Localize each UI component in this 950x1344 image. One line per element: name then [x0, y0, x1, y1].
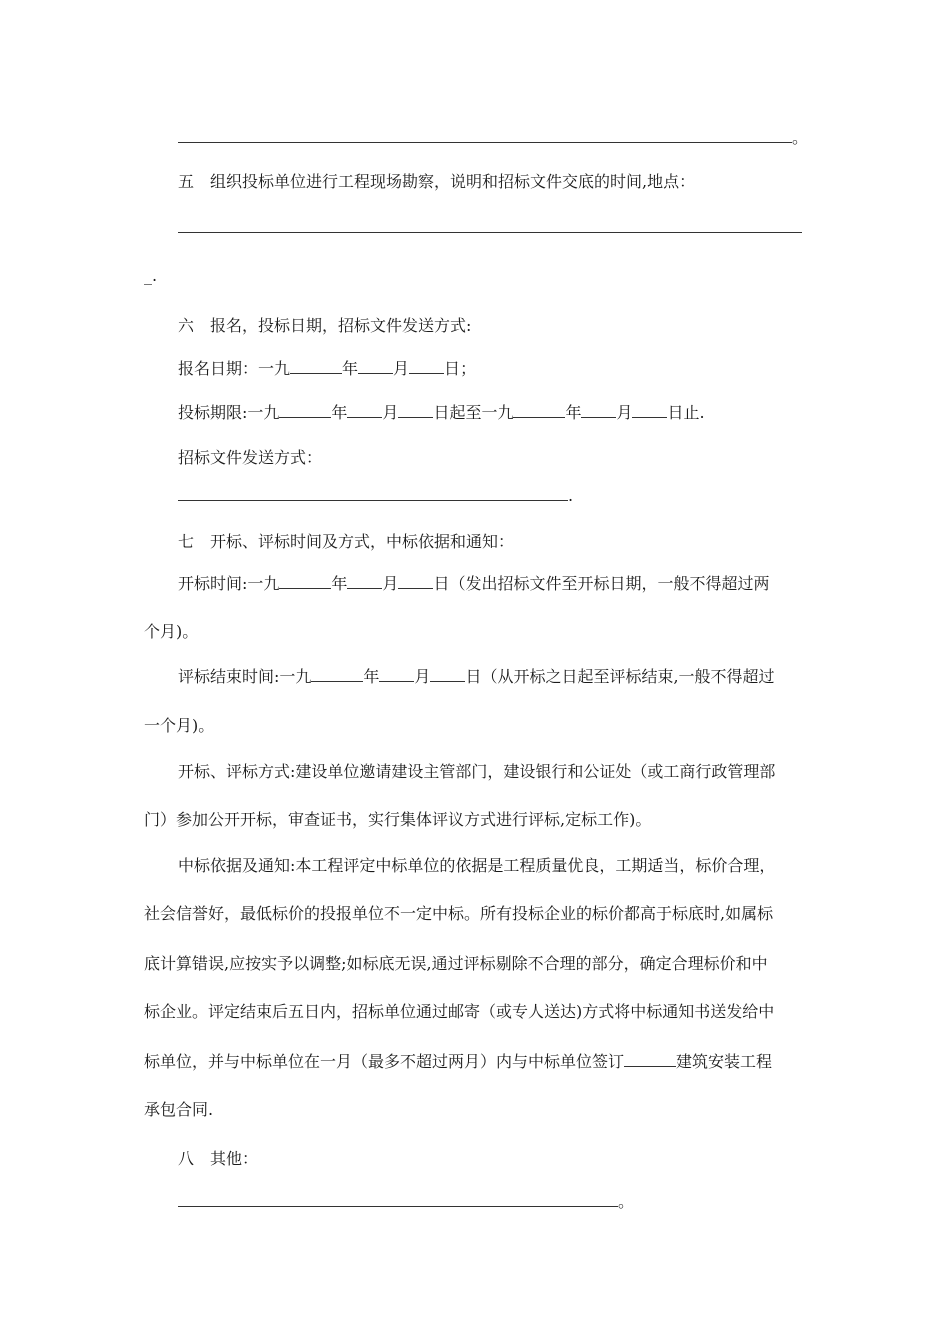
label: 日止. — [667, 403, 705, 422]
label: 日（发出招标文件至开标日期，一般不得超过两 — [433, 574, 770, 593]
section-text: 开标、评标时间及方式，中标依据和通知： — [210, 532, 515, 551]
label: 开标时间:一九 — [178, 574, 280, 593]
fill-blank — [279, 574, 331, 589]
paragraph-text: 承包合同. — [144, 1100, 214, 1119]
fill-blank — [430, 667, 465, 682]
section-number: 五 — [178, 172, 195, 191]
label: 年 — [331, 574, 348, 593]
evaluation-end-line — [178, 667, 775, 687]
section-text: 其他： — [210, 1149, 259, 1168]
label: 日起至一九 — [433, 403, 514, 422]
fill-blank — [632, 403, 667, 418]
punctuation: 。 — [792, 128, 809, 147]
blank-line-2-end — [144, 266, 157, 286]
section-7-heading — [178, 532, 514, 552]
punctuation: _. — [144, 266, 158, 285]
basis-paragraph-line-3 — [144, 954, 768, 974]
fill-blank — [279, 403, 331, 418]
fill-blank — [581, 403, 616, 418]
paragraph-text: 中标依据及通知:本工程评定中标单位的依据是工程质量优良，工期适当，标价合理， — [178, 856, 776, 875]
punctuation: 。 — [618, 1192, 635, 1211]
section-number: 八 — [178, 1149, 195, 1168]
fill-blank — [398, 403, 433, 418]
label: 个月)。 — [144, 622, 199, 641]
fill-blank — [513, 403, 565, 418]
fill-blank — [358, 359, 393, 374]
section-text: 报名，投标日期，招标文件发送方式: — [210, 316, 472, 335]
paragraph-text: 开标、评标方式:建设单位邀请建设主管部门，建设银行和公证处（或工商行政管理部 — [178, 762, 776, 781]
label: 招标文件发送方式： — [178, 448, 323, 467]
send-method-label — [178, 448, 322, 468]
punctuation: . — [568, 486, 574, 505]
fill-blank — [347, 574, 382, 589]
label: 月 — [414, 667, 431, 686]
basis-paragraph-line-6 — [144, 1100, 213, 1120]
label: 月 — [382, 574, 399, 593]
blank-line-1 — [178, 128, 808, 148]
label: 投标期限:一九 — [178, 403, 280, 422]
label: 年 — [565, 403, 582, 422]
label: 年 — [363, 667, 380, 686]
fill-blank — [347, 403, 382, 418]
registration-date-line — [178, 359, 476, 379]
label: 月 — [393, 359, 410, 378]
basis-paragraph-line-4 — [144, 1002, 774, 1022]
basis-paragraph-line-2 — [144, 904, 773, 924]
paragraph-text: 标企业。评定结束后五日内，招标单位通过邮寄（或专人送达)方式将中标通知书送发给中 — [144, 1002, 775, 1021]
label: 日 — [444, 359, 461, 378]
fill-blank — [379, 667, 414, 682]
label: 年 — [342, 359, 359, 378]
section-number: 七 — [178, 532, 195, 551]
label: 报名日期：一九 — [178, 359, 291, 378]
fill-blank — [409, 359, 444, 374]
opening-time-line-2 — [144, 622, 198, 642]
basis-paragraph-line-5 — [144, 1052, 772, 1072]
fill-blank — [398, 574, 433, 589]
fill-blank — [290, 359, 342, 374]
fill-blank — [178, 486, 568, 501]
opening-time-line — [178, 574, 769, 594]
label: 年 — [331, 403, 348, 422]
paragraph-text: 建筑安装工程 — [676, 1052, 773, 1071]
paragraph-text: 底计算错误,应按实予以调整;如标底无误,通过评标剔除不合理的部分，确定合理标价和中 — [144, 954, 768, 973]
blank-line-2 — [178, 218, 802, 238]
label: 评标结束时间:一九 — [178, 667, 312, 686]
fill-blank — [624, 1052, 676, 1067]
paragraph-text: 社会信誉好，最低标价的投报单位不一定中标。所有投标企业的标价都高于标底时,如属标 — [144, 904, 774, 923]
basis-paragraph-line-1 — [178, 856, 775, 876]
label: 月 — [382, 403, 399, 422]
blank-line-4 — [178, 1192, 634, 1212]
label: 月 — [616, 403, 633, 422]
section-number: 六 — [178, 316, 195, 335]
fill-blank — [178, 1192, 618, 1207]
label: 一个月)。 — [144, 716, 215, 735]
fill-blank — [178, 128, 792, 143]
paragraph-text: 标单位，并与中标单位在一月（最多不超过两月）内与中标单位签订 — [144, 1052, 625, 1071]
section-6-heading — [178, 316, 471, 336]
fill-blank — [178, 218, 802, 233]
label: 日（从开标之日起至评标结束,一般不得超过 — [465, 667, 775, 686]
blank-line-3 — [178, 486, 573, 506]
bid-period-line — [178, 403, 705, 423]
section-8-heading — [178, 1149, 258, 1169]
method-paragraph-line-2 — [144, 810, 651, 830]
punctuation: ； — [460, 359, 477, 378]
fill-blank — [311, 667, 363, 682]
paragraph-text: 门）参加公开开标，审查证书，实行集体评议方式进行评标,定标工作)。 — [144, 810, 652, 829]
section-text: 组织投标单位进行工程现场勘察，说明和招标文件交底的时间,地点： — [210, 172, 696, 191]
evaluation-end-line-2 — [144, 716, 214, 736]
section-5-heading — [178, 172, 695, 192]
method-paragraph-line-1 — [178, 762, 775, 782]
